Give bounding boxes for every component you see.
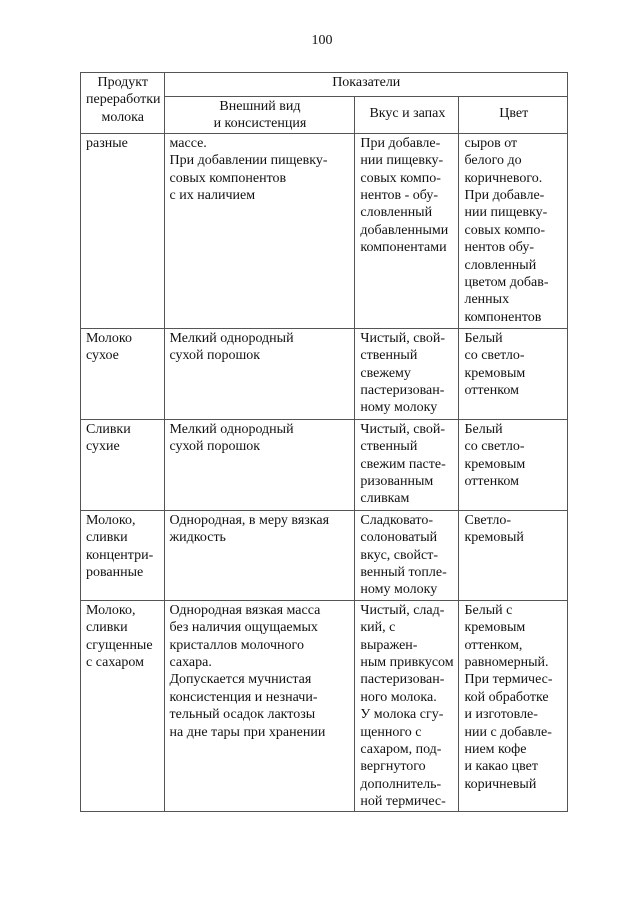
cell-appearance: Мелкий однородный сухой порошок	[164, 419, 355, 510]
cell-product: Сливки сухие	[81, 419, 165, 510]
header-row	[81, 73, 568, 97]
cell-color: Светло- кремовый	[459, 510, 568, 600]
table-row	[81, 328, 568, 419]
table-row	[81, 510, 568, 600]
page-number: 100	[311, 33, 333, 48]
header-product: Продукт переработки молока	[81, 73, 165, 134]
header-indicators: Показатели	[164, 73, 568, 97]
cell-taste: Сладковато- солоноватый вкус, свойст- венный топле- ному молоку	[355, 510, 459, 600]
cell-taste: Чистый, слад- кий, с выражен- ным привкусом пастеризован- ного молока. У молока сгу- щенного с сахаром, под- вергнутого дополнитель- ной термичес-	[355, 600, 459, 811]
dairy-indicators-table	[80, 72, 568, 812]
cell-appearance: Однородная вязкая масса без наличия ощущаемых кристаллов молочного сахара. Допускается мучнистая консистенция и незначи- тельный осадок лактозы на дне тары при хранении	[164, 600, 355, 811]
cell-appearance: Однородная, в меру вязкая жидкость	[164, 510, 355, 600]
cell-product: Молоко сухое	[81, 328, 165, 419]
table-row	[81, 133, 568, 328]
cell-taste: Чистый, свой- ственный свежим пасте- ризованным сливкам	[355, 419, 459, 510]
cell-color: Белый со светло- кремовым оттенком	[459, 419, 568, 510]
cell-taste: При добавле- нии пищевку- совых компо- нентов - обу- словленный добавленными компонентами	[355, 133, 459, 328]
cell-appearance: массе. При добавлении пищевку- совых компонентов с их наличием	[164, 133, 355, 328]
cell-appearance: Мелкий однородный сухой порошок	[164, 328, 355, 419]
cell-color: Белый с кремовым оттенком, равномерный. При термичес- кой обработке и изготовле- нии с добавле- нием кофе и какао цвет коричневый	[459, 600, 568, 811]
cell-product: Молоко, сливки концентри- рованные	[81, 510, 165, 600]
header-color: Цвет	[459, 97, 568, 134]
cell-color: Белый со светло- кремовым оттенком	[459, 328, 568, 419]
table-row	[81, 600, 568, 811]
cell-product: разные	[81, 133, 165, 328]
cell-taste: Чистый, свой- ственный свежему пастеризован- ному молоку	[355, 328, 459, 419]
cell-product: Молоко, сливки сгущенные с сахаром	[81, 600, 165, 811]
cell-color: сыров от белого до коричневого. При добавле- нии пищевку- совых компо- нентов обу- словленный цветом добав- ленных компонентов	[459, 133, 568, 328]
header-taste: Вкус и запах	[355, 97, 459, 134]
table-row	[81, 419, 568, 510]
header-appearance: Внешний вид и консистенция	[164, 97, 355, 134]
